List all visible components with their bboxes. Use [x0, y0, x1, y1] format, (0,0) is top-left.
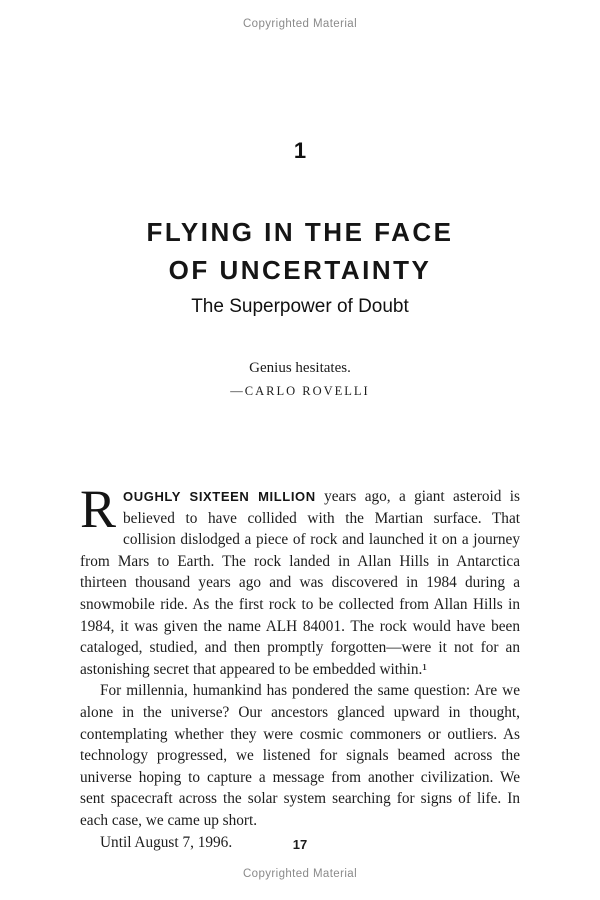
copyright-notice-bottom: Copyrighted Material: [242, 868, 358, 880]
chapter-number: 1: [293, 138, 307, 163]
epigraph: [0, 360, 600, 399]
paragraph-1-text: years ago, a giant asteroid is believed to have collided with the Martian surface. That collision dislodged a piece of rock and launched it on a journey from Mars to Earth. The rock landed in Allan Hills in Antarctica thirteen thousand years ago and was discovered in 1984 during a snowmobile ride. As the first rock to be collected from Allan Hills in 1984, it was given the name ALH 84001. The rock would have been cataloged, studied, and then promptly forgotten—were it not for an astonishing secret that appeared to be embedded within.¹: [80, 488, 520, 678]
chapter-title: [0, 214, 600, 289]
chapter-subtitle: The Superpower of Doubt: [191, 296, 409, 317]
chapter-title-line1: FLYING IN THE FACE: [146, 217, 454, 247]
paragraph-1: [80, 479, 520, 680]
drop-cap: R: [80, 479, 117, 539]
epigraph-attribution: —CARLO ROVELLI: [230, 384, 370, 398]
page-number: 17: [292, 837, 308, 852]
chapter-title-line2: OF UNCERTAINTY: [168, 254, 432, 285]
lead-in-smallcaps: OUGHLY SIXTEEN MILLION: [123, 489, 316, 504]
epigraph-quote: Genius hesitates.: [249, 360, 351, 376]
paragraph-3: Until August 7, 1996.: [100, 833, 233, 851]
copyright-notice-top: Copyrighted Material: [242, 18, 358, 30]
body-text: [80, 479, 520, 853]
paragraph-2: For millennia, humankind has pondered the same question: Are we alone in the universe? Our ancestors glanced upward in thought, contemplating whether they were cosmic commoners or outliers. As technology progressed, we listened for signals beamed across the universe hoping to capture a message from another civilization. We sent spacecraft across the solar system searching for signs of life. In each case, we came up short.: [80, 682, 520, 829]
